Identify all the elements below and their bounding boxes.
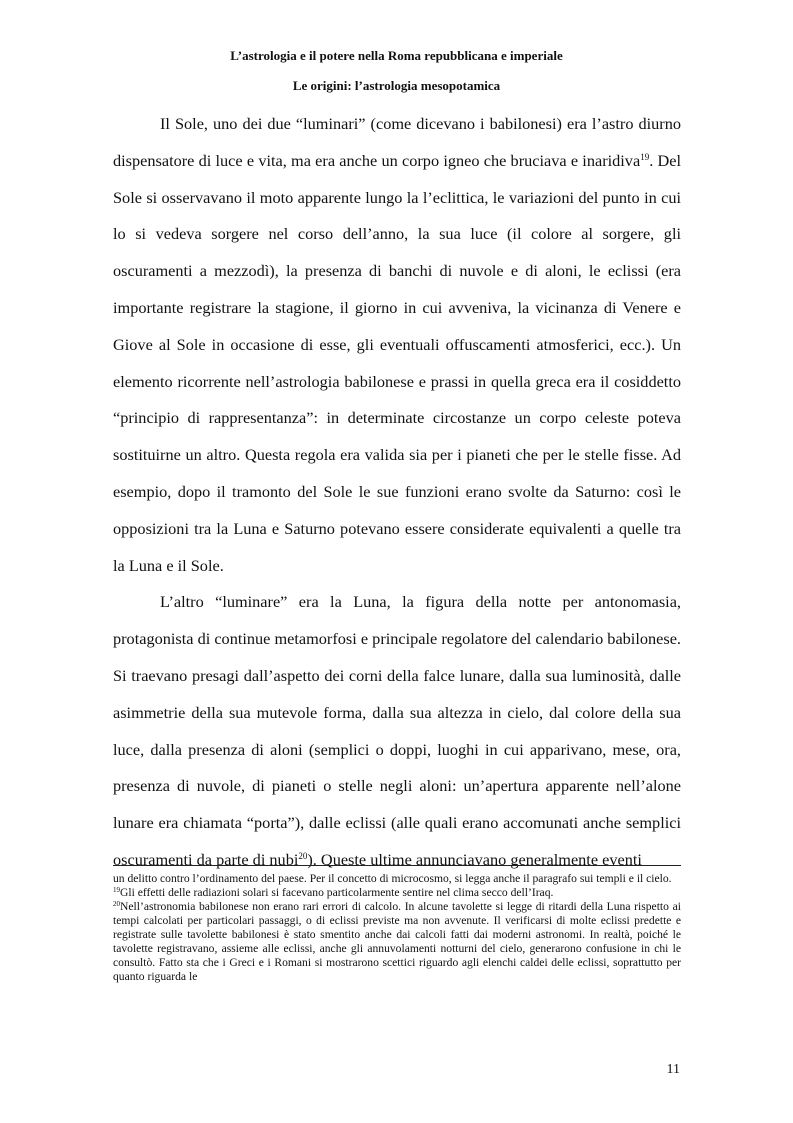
footnote-divider xyxy=(113,865,681,866)
footnote-20 xyxy=(113,900,681,984)
footnote-20-text: Nell’astronomia babilonese non erano rari errori di calcolo. In alcune tavolette si legge di ritardi della Luna rispetto ai tempi calcolati per particolari passaggi, o di eclissi previste ma non avvenute. Il verificarsi di molte eclissi predette e registrate sulle tavolette babilonesi è stato smentito anche dai calcoli fatti dai moderni astronomi. In realtà, poiché le tavolette registravano, assieme alle eclissi, anche gli annuvolamenti notturni del cielo, generarono confusione in chi le consultò. Fatto sta che i Greci e i Romani si mostrarono scettici riguardo agli elenchi caldei delle eclissi, soprattutto per quanto riguarda le xyxy=(113,900,681,983)
section-heading: Le origini: l’astrologia mesopotamica xyxy=(292,78,501,93)
footnote-ref-19[interactable]: 19 xyxy=(640,151,650,162)
paragraph-sun-text-b: . Del Sole si osservavano il moto apparente lungo la l’eclittica, le variazioni del punto in cui lo si vedeva sorgere nel corso dell’anno, la sua luce (il colore al sorgere, gli oscuramenti a mezzodì), la presenza di banchi di nuvole e di aloni, le eclissi (era importante registrare la stagione, il giorno in cui avveniva, la vicinanza di Venere e Giove al Sole in occasione di esse, gli eventuali offuscamenti atmosferici, ecc.). Un elemento ricorrente nell’astrologia babilonese e prassi in quella greca era il cosiddetto “principio di rappresentanza”: in determinate circostanze un corpo celeste poteva sostituirne un altro. Questa regola era valida sia per i pianeti che per le stelle fisse. Ad esempio, dopo il tramonto del Sole le sue funzioni erano svolte da Saturno: così le opposizioni tra la Luna e Saturno potevano essere considerate equivalenti a quelle tra la Luna e il Sole. xyxy=(113,150,682,575)
paragraph-moon-text-a: L’altro “luminare” era la Luna, la figura della notte per antonomasia, protagonista di continue metamorfosi e principale regolatore del calendario babilonese. Si traevano presagi dall’aspetto dei corni della falce lunare, dalla sua luminosità, dalle asimmetrie della sua mutevole forma, dalla sua altezza in cielo, dal colore della sua luce, dalla presenza di aloni (semplici o doppi, luoghi in cui apparivano, mese, ora, presenza di nuvole, di pianeti o stelle negli aloni: un’apertura apparente nell’alone lunare era chiamata “porta”), dalle eclissi (alle quali erano accomunati anche semplici oscuramenti da parte di nubi xyxy=(113,592,681,869)
footnote-continued: un delitto contro l’ordinamento del paese. Per il concetto di microcosmo, si legga anche il paragrafo sui templi e il cielo. xyxy=(113,872,672,885)
paragraph-moon-text-b: ). Queste ultime annunciavano generalmente eventi xyxy=(307,849,642,869)
running-header-title: L’astrologia e il potere nella Roma repubblicana e imperiale xyxy=(230,48,563,63)
paragraph-sun-text-a: Il Sole, uno dei due “luminari” (come dicevano i babilonesi) era l’astro diurno dispensatore di luce e vita, ma era anche un corpo igneo che bruciava e inaridiva xyxy=(113,114,681,170)
footnotes xyxy=(113,872,681,984)
footnote-ref-20[interactable]: 20 xyxy=(298,850,308,861)
footnote-number-19: 19 xyxy=(113,886,120,894)
body-text xyxy=(113,106,681,879)
footnote-number-20: 20 xyxy=(113,900,120,908)
footnote-19 xyxy=(113,886,681,900)
paragraph-moon xyxy=(113,584,681,878)
paragraph-sun xyxy=(113,106,681,584)
footnote-19-text: Gli effetti delle radiazioni solari si facevano particolarmente sentire nel clima secco dell’Iraq. xyxy=(120,886,554,899)
page-number: 11 xyxy=(666,1062,680,1077)
